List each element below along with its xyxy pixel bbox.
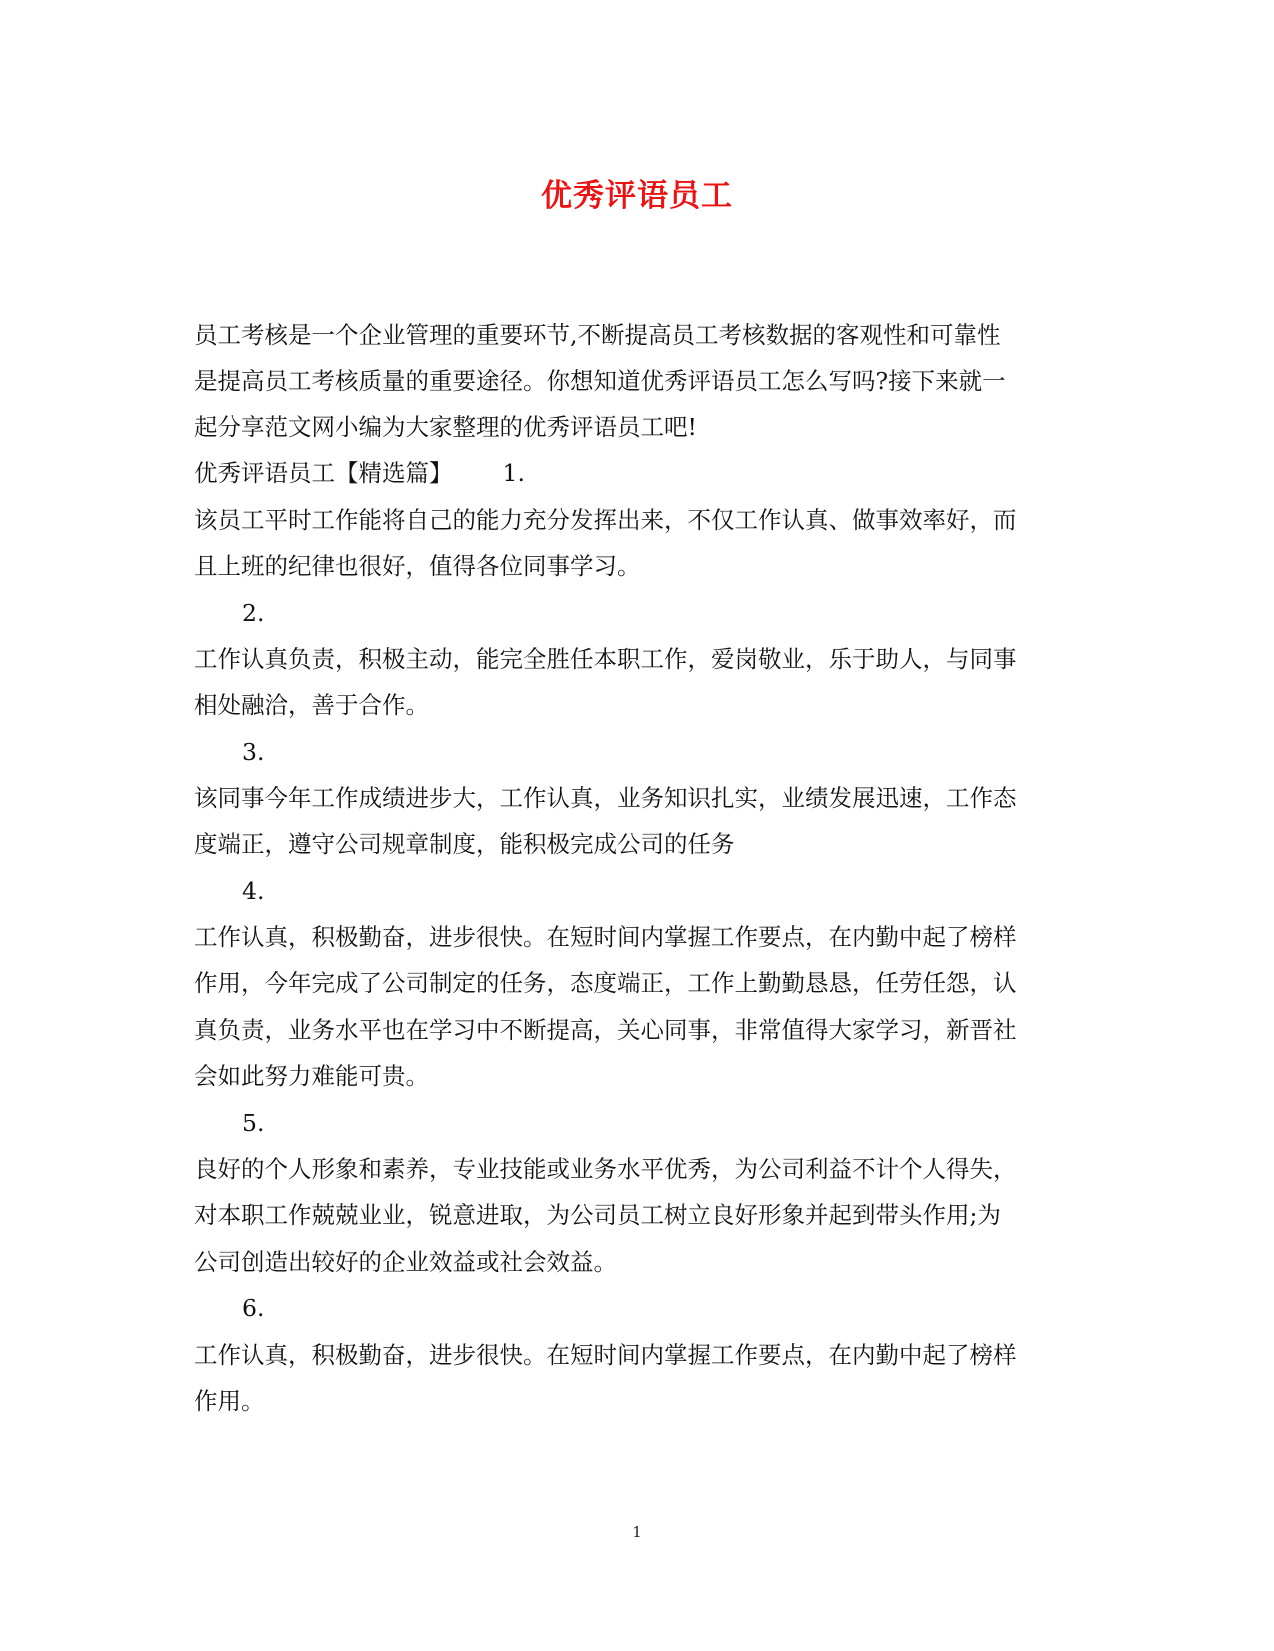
item-line: 该员工平时工作能将自己的能力充分发挥出来，不仅工作认真、做事效率好，而	[194, 506, 1017, 534]
section-heading: 优秀评语员工【精选篇】	[194, 459, 453, 487]
page-number: 1	[632, 1523, 642, 1541]
intro-line: 起分享范文网小编为大家整理的优秀评语员工吧!	[194, 413, 697, 441]
item-line: 公司创造出较好的企业效益或社会效益。	[194, 1248, 617, 1276]
item-line: 工作认真，积极勤奋，进步很快。在短时间内掌握工作要点，在内勤中起了榜样	[194, 1341, 1017, 1369]
item-line: 对本职工作兢兢业业，锐意进取，为公司员工树立良好形象并起到带头作用;为	[194, 1201, 1001, 1229]
item-line: 且上班的纪律也很好，值得各位同事学习。	[194, 552, 641, 580]
document-title: 优秀评语员工	[541, 178, 733, 214]
item-number: 1.	[502, 459, 525, 487]
item-line: 良好的个人形象和素养，专业技能或业务水平优秀，为公司利益不计个人得失，	[194, 1155, 1017, 1183]
item-line: 会如此努力难能可贵。	[194, 1062, 429, 1090]
item-line: 度端正，遵守公司规章制度，能积极完成公司的任务	[194, 830, 735, 858]
item-number: 6.	[242, 1294, 265, 1322]
section-heading-row	[194, 456, 525, 490]
item-number: 5.	[242, 1109, 265, 1137]
item-number: 2.	[242, 599, 265, 627]
item-number: 3.	[242, 738, 265, 766]
item-line: 作用。	[194, 1387, 265, 1415]
intro-line: 员工考核是一个企业管理的重要环节,不断提高员工考核数据的客观性和可靠性	[194, 321, 1001, 349]
intro-line: 是提高员工考核质量的重要途径。你想知道优秀评语员工怎么写吗?接下来就一	[194, 367, 1006, 395]
item-number: 4.	[242, 877, 265, 905]
item-line: 相处融洽，善于合作。	[194, 691, 429, 719]
item-line: 该同事今年工作成绩进步大，工作认真，业务知识扎实，业绩发展迅速，工作态	[194, 784, 1017, 812]
item-line: 工作认真负责，积极主动，能完全胜任本职工作，爱岗敬业，乐于助人，与同事	[194, 645, 1017, 673]
item-line: 作用，今年完成了公司制定的任务，态度端正，工作上勤勤恳恳，任劳任怨，认	[194, 969, 1017, 997]
item-line: 真负责，业务水平也在学习中不断提高，关心同事，非常值得大家学习，新晋社	[194, 1016, 1017, 1044]
item-line: 工作认真，积极勤奋，进步很快。在短时间内掌握工作要点，在内勤中起了榜样	[194, 923, 1017, 951]
